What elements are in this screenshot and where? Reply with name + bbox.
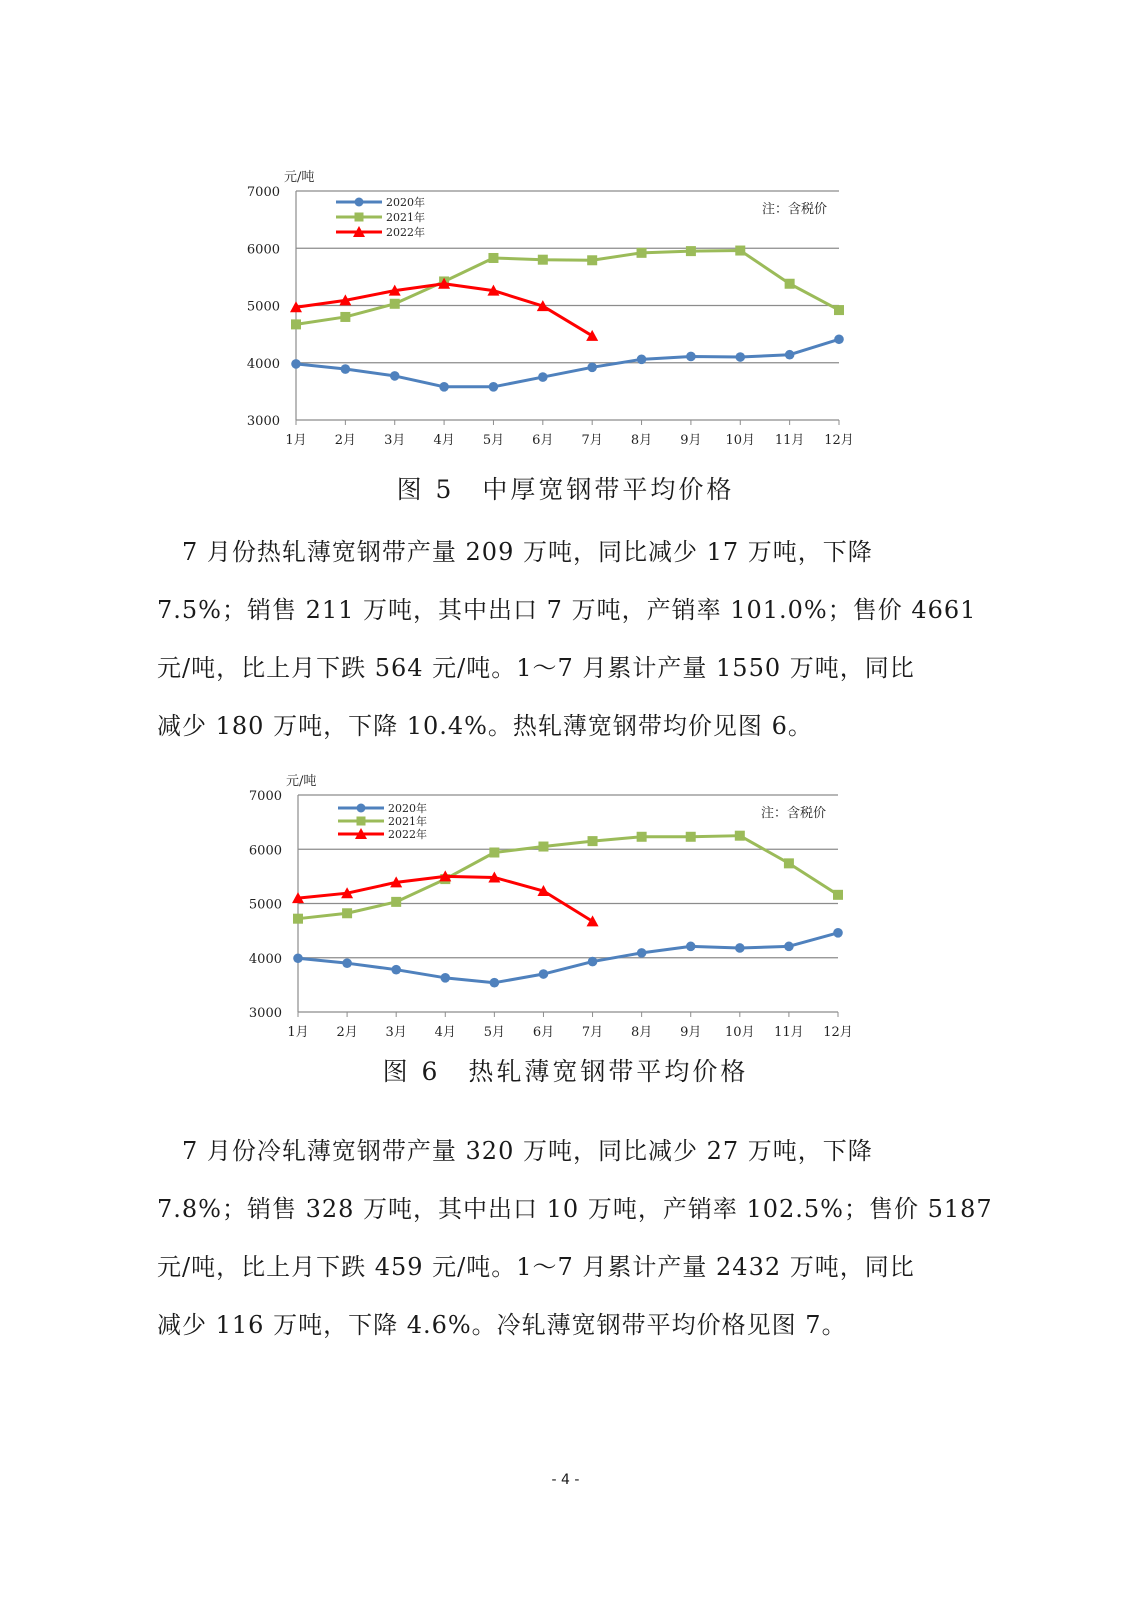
y-tick-label: 5000 xyxy=(248,897,282,913)
x-tick-label: 7月 xyxy=(581,1025,604,1040)
x-tick-label: 12月 xyxy=(823,1025,853,1040)
data-point xyxy=(293,914,303,924)
legend-marker xyxy=(357,804,366,813)
y-tick-label: 6000 xyxy=(246,242,280,258)
paragraph-cold-rolled xyxy=(157,1122,993,1354)
data-point xyxy=(489,848,499,858)
x-tick-label: 3月 xyxy=(385,1025,407,1040)
y-tick-label: 4000 xyxy=(248,951,282,967)
chart-6-caption: 图 6 热轧薄宽钢带平均价格 xyxy=(382,1057,749,1086)
data-point xyxy=(538,842,548,852)
paragraph-line: 7 月份热轧薄宽钢带产量 209 万吨，同比减少 17 万吨，下降 xyxy=(157,538,873,566)
x-tick-label: 4月 xyxy=(433,433,455,448)
x-tick-label: 2月 xyxy=(334,433,357,448)
data-point xyxy=(833,928,843,938)
data-point xyxy=(391,965,401,975)
page-number: - 4 - xyxy=(551,1472,580,1488)
chart-note: 注：含税价 xyxy=(760,806,826,821)
y-tick-label: 7000 xyxy=(248,789,282,804)
legend-label: 2021年 xyxy=(386,211,425,224)
data-point xyxy=(342,908,352,918)
x-tick-label: 2月 xyxy=(336,1025,358,1040)
x-tick-label: 10月 xyxy=(725,433,756,448)
y-tick-label: 6000 xyxy=(248,843,282,859)
legend-label: 2021年 xyxy=(388,815,427,828)
x-tick-label: 11月 xyxy=(774,1025,804,1040)
data-point xyxy=(784,858,794,868)
data-point xyxy=(686,942,696,952)
x-tick-label: 3月 xyxy=(384,433,406,448)
x-tick-label: 1月 xyxy=(287,1025,309,1040)
paragraph-line: 减少 116 万吨，下降 4.6%。冷轧薄宽钢带平均价格见图 7。 xyxy=(157,1311,847,1339)
data-point xyxy=(293,953,303,963)
legend-marker xyxy=(357,817,366,826)
legend-label: 2022年 xyxy=(386,226,425,239)
x-tick-label: 6月 xyxy=(532,433,554,448)
data-point xyxy=(440,973,450,983)
chart-5-caption: 图 5 中厚宽钢带平均价格 xyxy=(396,475,735,504)
x-tick-label: 5月 xyxy=(483,1025,506,1040)
y-tick-label: 4000 xyxy=(246,356,280,372)
x-tick-label: 5月 xyxy=(482,433,505,448)
paragraph-line: 元/吨，比上月下跌 459 元/吨。1～7 月累计产量 2432 万吨，同比 xyxy=(157,1253,915,1281)
x-tick-label: 8月 xyxy=(630,433,653,448)
legend-label: 2022年 xyxy=(388,828,427,841)
data-point xyxy=(588,836,598,846)
data-point xyxy=(539,969,549,979)
x-tick-label: 10月 xyxy=(725,1025,755,1040)
data-point xyxy=(588,957,598,967)
paragraph-line: 7 月份冷轧薄宽钢带产量 320 万吨，同比减少 27 万吨，下降 xyxy=(157,1137,873,1165)
x-tick-label: 4月 xyxy=(434,1025,456,1040)
legend-label: 2020年 xyxy=(388,802,427,815)
x-tick-label: 11月 xyxy=(774,433,805,448)
x-tick-label: 9月 xyxy=(680,433,702,448)
x-tick-label: 9月 xyxy=(680,1025,702,1040)
x-tick-label: 8月 xyxy=(630,1025,653,1040)
data-point xyxy=(735,943,745,953)
y-unit-label: 元/吨 xyxy=(284,170,315,185)
legend-label: 2020年 xyxy=(386,196,425,209)
x-tick-label: 12月 xyxy=(824,433,854,448)
y-tick-label: 7000 xyxy=(246,185,280,200)
data-point xyxy=(342,958,352,968)
paragraph-line: 元/吨，比上月下跌 564 元/吨。1～7 月累计产量 1550 万吨，同比 xyxy=(157,654,915,682)
y-unit-label: 元/吨 xyxy=(286,774,317,789)
paragraph-line: 7.8%；销售 328 万吨，其中出口 10 万吨，产销率 102.5%；售价 5187 xyxy=(157,1195,993,1223)
data-point xyxy=(833,890,843,900)
x-tick-label: 7月 xyxy=(581,433,603,448)
y-tick-label: 3000 xyxy=(246,414,280,429)
paragraph-line: 减少 180 万吨，下降 10.4%。热轧薄宽钢带均价见图 6。 xyxy=(157,712,813,740)
paragraph-line: 7.5%；销售 211 万吨，其中出口 7 万吨，产销率 101.0%；售价 4661 xyxy=(157,596,977,624)
y-tick-label: 5000 xyxy=(246,299,280,315)
x-tick-label: 6月 xyxy=(532,1025,555,1040)
data-point xyxy=(637,948,647,958)
data-point xyxy=(391,897,401,907)
data-point xyxy=(490,978,500,988)
data-point xyxy=(735,831,745,841)
data-point xyxy=(637,832,647,842)
data-point xyxy=(686,832,696,842)
data-point xyxy=(784,942,794,952)
y-tick-label: 3000 xyxy=(248,1006,282,1021)
chart-note: 注：含税价 xyxy=(761,202,827,217)
x-tick-label: 1月 xyxy=(285,433,307,448)
